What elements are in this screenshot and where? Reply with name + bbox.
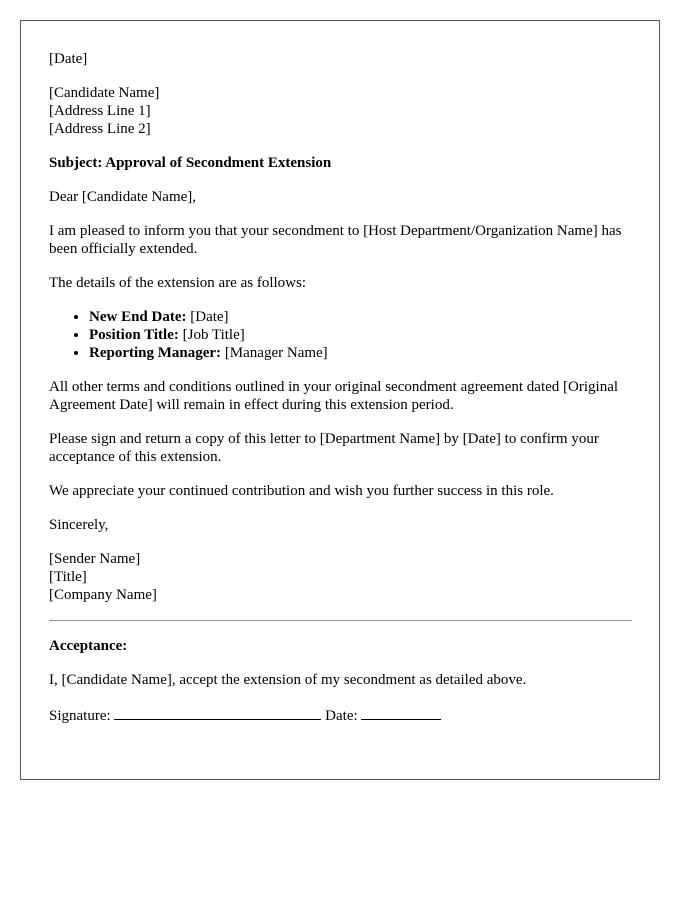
date-label: Date: bbox=[325, 708, 358, 724]
recipient-address-line-1: [Address Line 1] bbox=[49, 103, 151, 119]
details-list bbox=[49, 308, 639, 362]
sender-title: [Title] bbox=[49, 569, 87, 585]
acceptance-heading: Acceptance: bbox=[49, 638, 128, 654]
section-divider bbox=[49, 620, 632, 621]
details-intro: The details of the extension are as follows: bbox=[49, 275, 307, 291]
detail-item-reporting-manager bbox=[89, 344, 639, 362]
recipient-name: [Candidate Name] bbox=[49, 85, 160, 101]
detail-label: Position Title: bbox=[89, 327, 179, 343]
letter-date: [Date] bbox=[49, 51, 88, 67]
detail-label: Reporting Manager: bbox=[89, 345, 222, 361]
salutation: Dear [Candidate Name], bbox=[49, 189, 197, 205]
sender-block bbox=[49, 550, 639, 604]
recipient-address-line-2: [Address Line 2] bbox=[49, 121, 151, 137]
detail-label: New End Date: bbox=[89, 309, 187, 325]
detail-item-end-date bbox=[89, 308, 639, 326]
signature-line[interactable] bbox=[114, 705, 321, 720]
detail-value: [Job Title] bbox=[178, 327, 245, 343]
signature-row bbox=[49, 705, 639, 725]
sender-name: [Sender Name] bbox=[49, 551, 141, 567]
date-line[interactable] bbox=[361, 705, 441, 720]
intro-paragraph: I am pleased to inform you that your secondment to [Host Department/Organization Name] has been officially extended. bbox=[49, 223, 622, 257]
appreciation-paragraph: We appreciate your continued contribution and wish you further success in this role. bbox=[49, 483, 554, 499]
recipient-address bbox=[49, 84, 639, 138]
instructions-paragraph: Please sign and return a copy of this letter to [Department Name] by [Date] to confirm your acceptance of this extension. bbox=[49, 431, 599, 465]
letter-page bbox=[20, 20, 660, 780]
subject-line: Subject: Approval of Secondment Extension bbox=[49, 155, 332, 171]
detail-value: [Manager Name] bbox=[221, 345, 328, 361]
letter-content bbox=[49, 50, 639, 741]
detail-item-position-title bbox=[89, 326, 639, 344]
acceptance-statement: I, [Candidate Name], accept the extension of my secondment as detailed above. bbox=[49, 672, 527, 688]
terms-paragraph: All other terms and conditions outlined in your original secondment agreement dated [Original Agreement Date] will remain in effect during this extension period. bbox=[49, 379, 619, 413]
detail-value: [Date] bbox=[186, 309, 229, 325]
closing: Sincerely, bbox=[49, 517, 109, 533]
sender-company: [Company Name] bbox=[49, 587, 157, 603]
signature-label: Signature: bbox=[49, 708, 111, 724]
